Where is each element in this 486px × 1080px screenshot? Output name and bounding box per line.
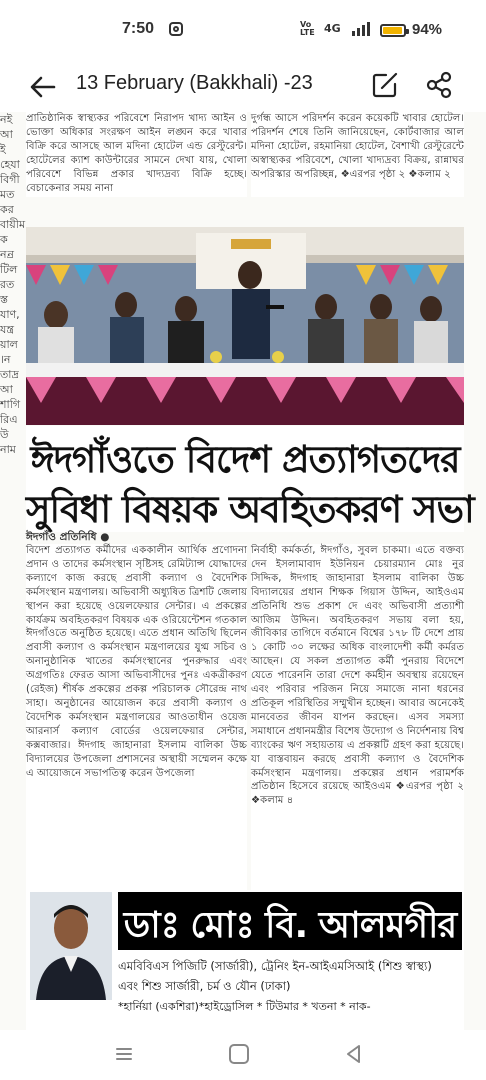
doctor-qualification-line1: এমবিবিএস পিজিটি (সার্জারী), ট্রেনিং ইন-আইএমসিআই (শিশু স্বাস্থ্য) <box>118 959 432 973</box>
system-nav-bar <box>0 1030 486 1080</box>
battery-icon <box>380 24 406 37</box>
share-icon[interactable] <box>424 70 454 100</box>
doctor-photo <box>30 892 112 1000</box>
headline-line1: ঈদগাঁওতে বিদেশ প্রত্যাগতদের <box>30 438 460 481</box>
volte-line1: Vo <box>300 20 312 29</box>
recent-apps-icon[interactable] <box>114 1044 134 1064</box>
doctor-advertisement <box>26 890 464 1030</box>
doctor-name-banner <box>118 892 462 950</box>
back-icon[interactable] <box>343 1043 365 1065</box>
doctor-services-line: *হার্নিয়া (একশিরা)*হাইড্রোসিল * টিউমার * খতনা * নাক- <box>118 1000 371 1013</box>
home-icon[interactable] <box>229 1044 249 1064</box>
edit-icon[interactable] <box>370 70 400 100</box>
volte-icon <box>300 21 315 37</box>
instagram-notification-icon <box>169 22 183 36</box>
article-headline <box>26 426 474 532</box>
previous-article-left-text: প্রাতিষ্ঠানিক স্বাস্থ্যকর পরিবেশে নিরাপদ খাদ্য আইন ও ভোক্তা অধিকার সংরক্ষণ আইন লঙ্ঘন করে খাবার বিক্রি করে আসছে আল মদিনা হোটেল এন্ড রেস্টুরেন্ট। হোটেলের ক্যাশ কাউন্টারের সামনে দেখা যায়, খোলা পরিবেশে বিভিন্ন প্রকার খাদ্যদ্রব্য বিক্রি হচ্ছে। বেচাকেনার সময় নানা <box>26 113 247 194</box>
article-left-text: বিদেশ প্রত্যাগত কর্মীদের এককালীন আর্থিক প্রণোদনা প্রদান ও তাদের কর্মসংস্থান সৃষ্টিসহ রেমিট্যান্স যোদ্ধাদের কল্যাণে কাজ করছে প্রবাসী কল্যাণ ও বৈদেশিক কর্মসংস্থান মন্ত্রণালয়। অভিবাসী অধ্যুষিত ত্রিশটি জেলায় স্থাপন করা হয়েছে ওয়েলফেয়ার সেন্টার। এ প্রকল্পের কার্যক্রম অবহিতকরণ বিষয়ক এক ওরিয়েন্টেশন গতকাল ঈদগাঁওতে অনুষ্ঠিত হয়েছে। এতে প্রধান অতিথি ছিলেন প্রবাসী কল্যাণ ও কর্মসংস্থান মন্ত্রণালয়ের যুগ্ম সচিব ও অনানুষ্ঠানিক খাতের কর্মসংস্থানের পুনরুদ্ধার এবং অগ্রগতিঃ ফেরত আসা অভিবাসীদের পুনঃ একত্রীকরণ (রেইজ) শীর্ষক প্রকল্পের প্রকল্প পরিচালক সৌরেন্দ্র নাথ সাহা। অনুষ্ঠানের আয়োজন করে প্রবাসী কল্যাণ ও বৈদেশিক কর্মসংস্থান মন্ত্রণালয়ের আওতাধীন ওয়েজ আরনার্স কল্যাণ বোর্ডের ওয়েলফেয়ার সেন্টার, কক্সবাজার। ঈদগাহ জাহানারা ইসলাম বালিকা উচ্চ বিদ্যালয়ের উপজেলা প্রশাসনের অস্থায়ী সম্মেলন কক্ষে এ আয়োজনে সভাপতিত্ব করেন উপজেলা <box>26 545 247 779</box>
back-arrow-icon[interactable] <box>28 72 58 102</box>
newspaper-image[interactable] <box>0 112 486 1030</box>
byline: ঈদগাঁও প্রতিনিধি ● <box>26 531 110 543</box>
adjacent-column-edge <box>0 112 26 1012</box>
network-type: 4G <box>324 22 341 35</box>
headline-line2: সুবিধা বিষয়ক অবহিতকরণ সভা <box>26 488 474 531</box>
battery-percent: 94% <box>412 21 443 38</box>
previous-article-right <box>251 112 464 197</box>
previous-article-left <box>26 112 247 197</box>
doctor-name: ডাঃ মোঃ বি. আলমগীর <box>123 905 457 946</box>
volte-line2: LTE <box>300 28 315 37</box>
previous-article-right-text: দুর্গন্ধ আসে পরিদর্শন করেন কয়েকটি খাবার হোটেল। পরিদর্শন শেষে তিনি জানিয়েছেন, কোর্টবাজার আল মদিনা হোটেল, রহমানিয়া হোটেল, বৈশাখী রেস্টুরেন্টে অস্বাস্থ্যকর পরিবেশে, খোলা খাদ্যদ্রব্য বিক্রয়, রান্নাঘর অপরিস্কার অপরিচ্ছন্ন, ❖এরপর পৃষ্ঠা ২ ❖কলাম ২ <box>251 113 464 180</box>
article-right-text: নির্বাহী কর্মকর্তা, ঈদগাঁও, সুবল চাকমা। এতে বক্তব্য দেন ইসলামাবাদ ইউনিয়ন চেয়ারম্যান মোঃ নুর সিদ্দিক, ঈদগাহ জাহানারা ইসলাম বালিকা উচ্চ বিদ্যালয়ের প্রধান শিক্ষক গিয়াস উদ্দিন, আইওএম প্রতিনিধি শুভ প্রকাশ দে এবং অভিবাসী প্রত্যাশী আজিম উদ্দিন। অবহিতকরণ সভায় বলা হয়, জীবিকার তাগিদে বর্তমানে বিশ্বের ১৭৮ টি দেশে প্রায় ১ কোটি ৩০ লক্ষের অধিক বাংলাদেশী কর্মী কর্মরত আছেন। যে সকল প্রত্যাগত কর্মী পুনরায় বিদেশে যেতে পারেননি তারা দেশে কর্মহীন অবস্থায় রয়েছেন এবং পরিবার পরিজন নিয়ে সমাজে নানা ধরনের প্রতিকূল পরিস্থিতির সম্মুখীন হচ্ছেন। আবার অনেকেই মানবেতর জীবন যাপন করছেন। এসব সমস্যা সমাধানে প্রধানমন্ত্রীর বিশেষ উদ্যোগ ও নির্দেশনায় বিশ্ব ব্যাংকের ঋণ সহায়তায় এ প্রকল্পটি গ্রহণ করা হয়েছে। যা বাস্তবায়ন করছে প্রবাসী কল্যাণ ও বৈদেশিক কর্মসংস্থান মন্ত্রণালয়। প্রকল্পের প্রধান পরামর্শক প্রতিষ্ঠান হিসেবে রয়েছে আইওএম ❖এরপর পৃষ্ঠা ২ ❖কলাম ৪ <box>251 545 464 807</box>
doctor-qualification-line2: এবং শিশু সার্জারী, চর্ম ও যৌন (ঢাকা) <box>118 979 291 993</box>
app-bar <box>0 62 486 112</box>
meeting-photo <box>26 227 464 425</box>
image-title: 13 February (Bakkhali) -23 <box>76 72 313 94</box>
status-bar <box>0 0 486 62</box>
status-time: 7:50 <box>122 20 155 37</box>
edge-text: নইআইহেযাবিগীমতকরবায়ীমক নন্রটিলরতস্তযাণ,যন্ত্রয়াল।নতাদ্র আশাগিরিএউনাম <box>0 113 26 456</box>
